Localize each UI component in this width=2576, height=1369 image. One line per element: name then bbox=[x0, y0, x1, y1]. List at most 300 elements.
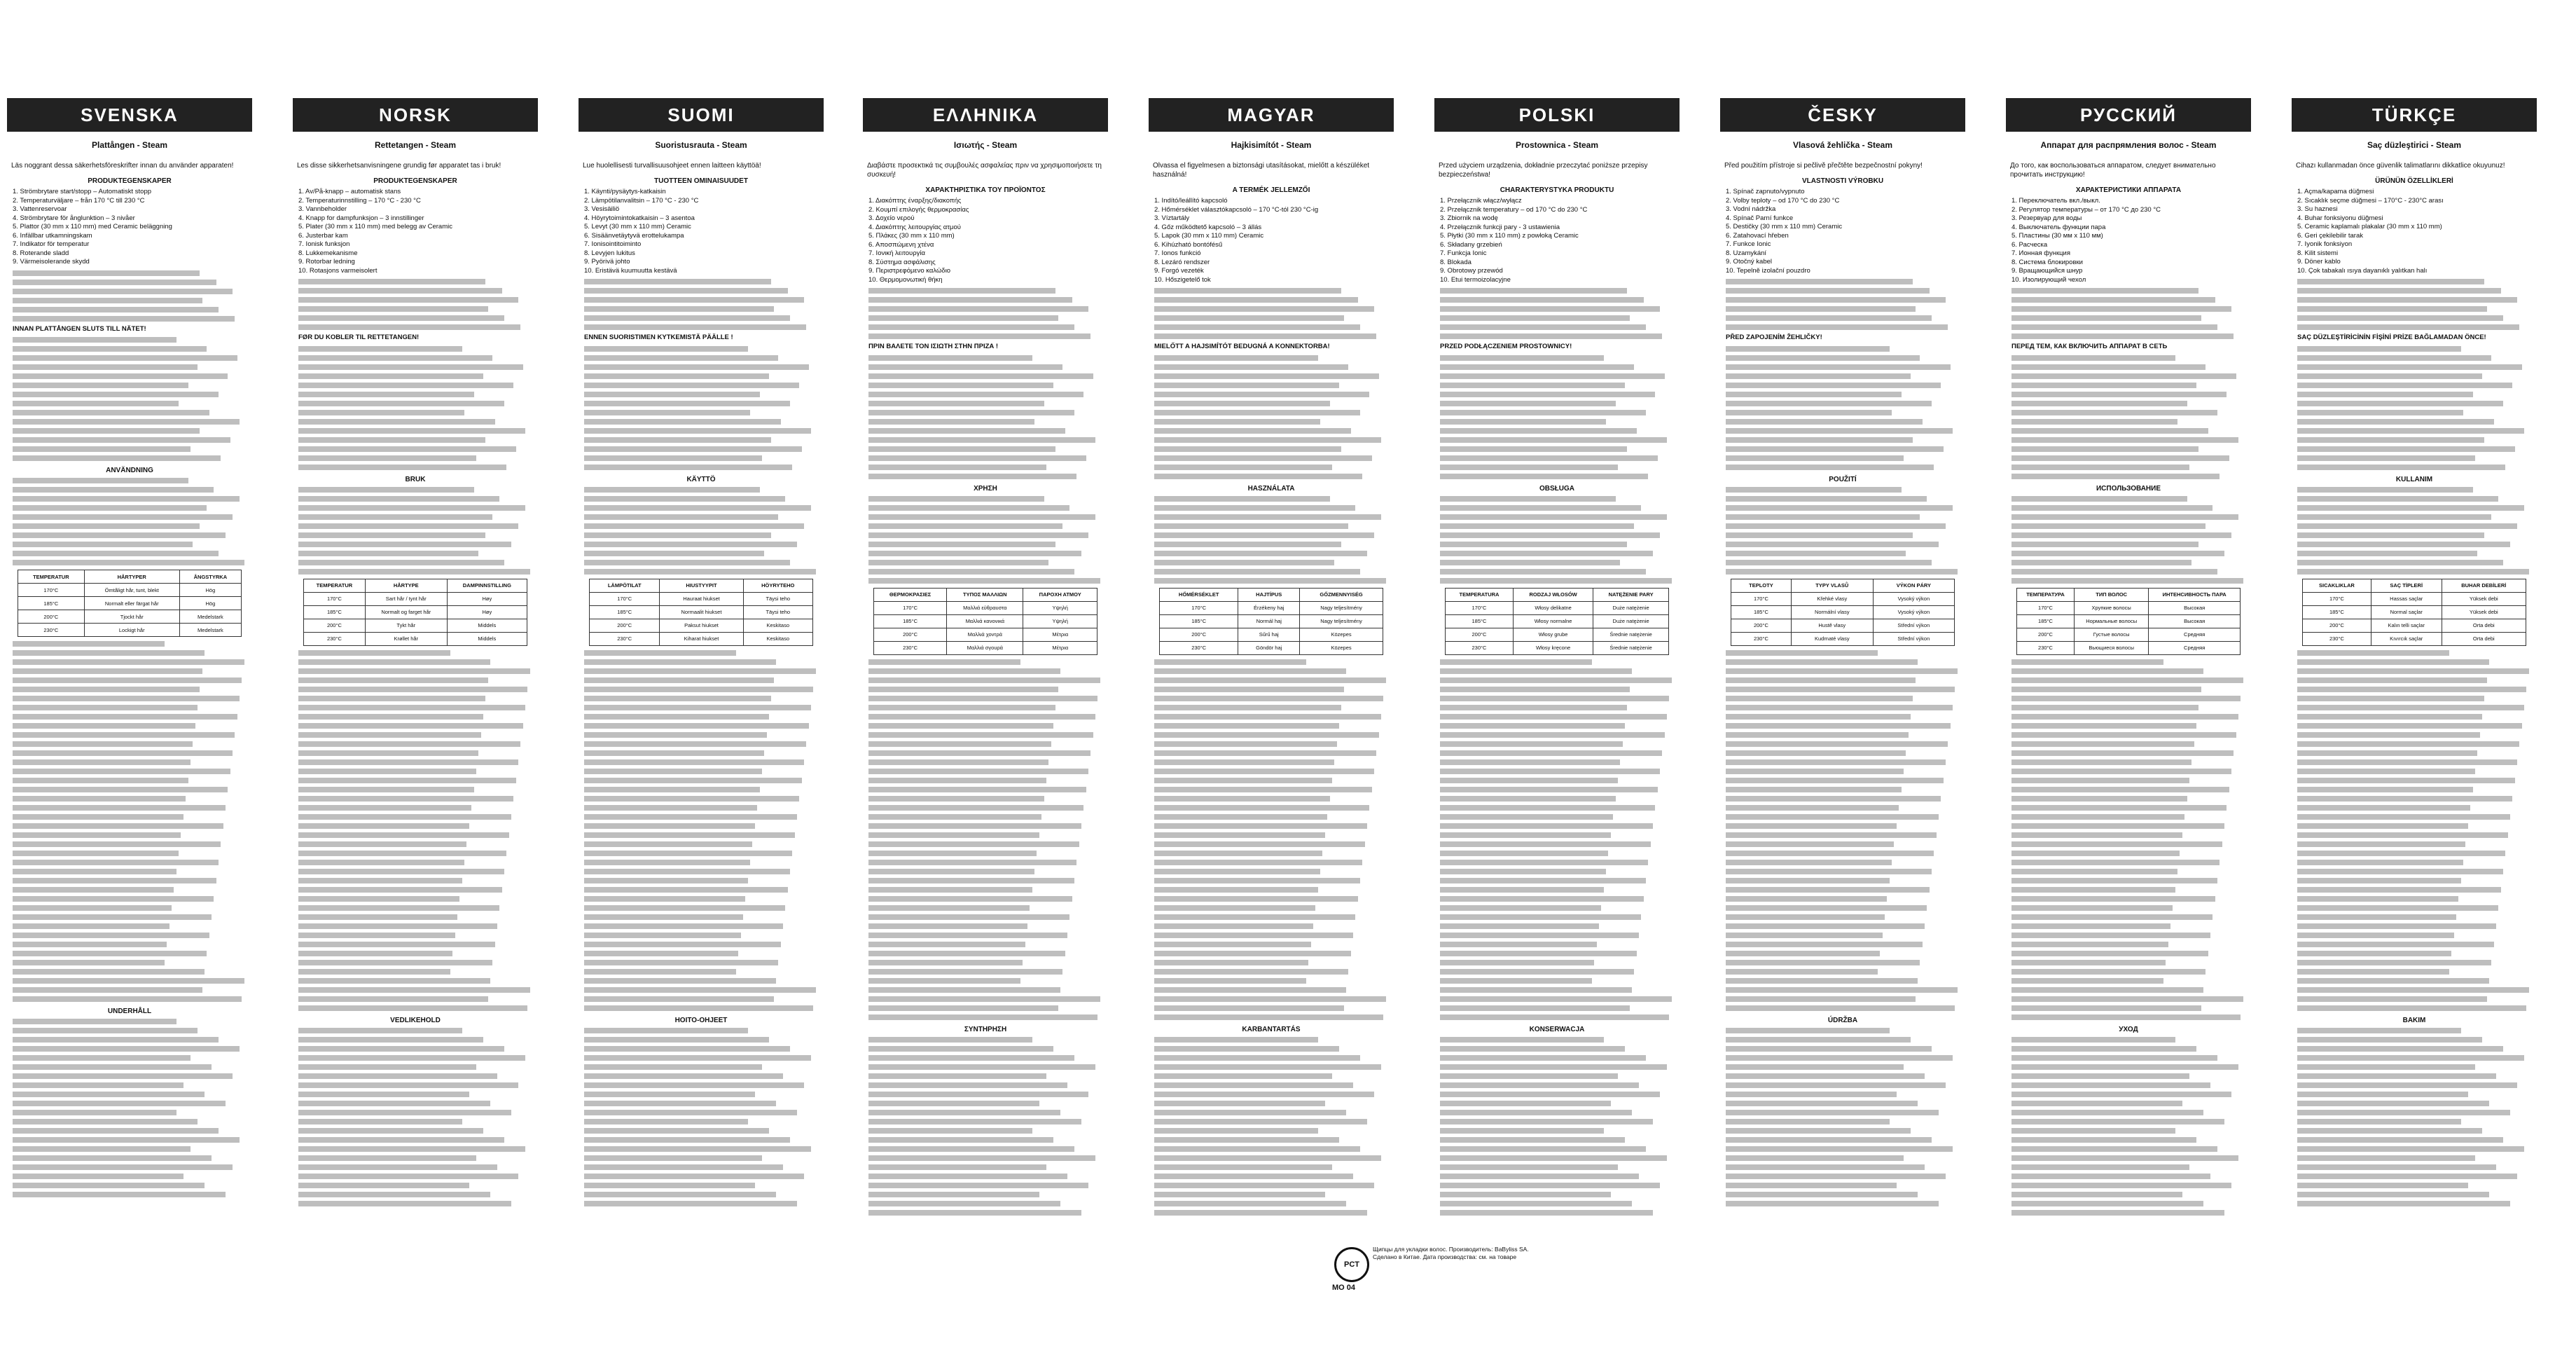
table-cell: Hög bbox=[179, 597, 241, 610]
table-cell: Tjockt hår bbox=[84, 610, 179, 624]
feature-item: 9. Pyörivä johto bbox=[584, 258, 630, 266]
table-cell: Paksut hiukset bbox=[660, 619, 743, 632]
table-row bbox=[304, 632, 527, 645]
table-row bbox=[874, 614, 1097, 628]
text-block bbox=[13, 270, 247, 322]
text-block bbox=[2297, 279, 2531, 330]
table-cell: 230°C bbox=[590, 632, 660, 645]
table-row bbox=[1160, 601, 1383, 614]
table-header: HÖYRYTEHO bbox=[743, 579, 812, 592]
table-cell: 185°C bbox=[1160, 614, 1238, 628]
features-list bbox=[1440, 197, 1674, 284]
table-header: ΠΑΡΟΧΗ ΑΤΜΟΥ bbox=[1023, 588, 1097, 601]
table-cell: 170°C bbox=[874, 601, 947, 614]
feature-item: 8. Levyjen lukitus bbox=[584, 249, 635, 257]
feature-item: 7. Ionos funkció bbox=[1154, 249, 1201, 257]
table-cell: Хрупкие волосы bbox=[2075, 601, 2149, 614]
feature-item: 10. Etui termoizolacyjne bbox=[1440, 275, 1511, 284]
table-row bbox=[304, 592, 527, 605]
table-header: ÅNGSTYRKA bbox=[179, 570, 241, 584]
intro-text: До того, как воспользоваться аппаратом, следует внимательно прочитать инструкцию! bbox=[2010, 162, 2216, 179]
table-cell: Μαλλιά κανονικά bbox=[947, 614, 1023, 628]
warning-heading: INNAN PLATTÅNGEN SLUTS TILL NÄTET! bbox=[13, 324, 146, 333]
feature-item: 7. Ιονική λειτουργία bbox=[868, 249, 925, 257]
text-block bbox=[1440, 355, 1674, 479]
warning-heading: ПЕРЕД ТЕМ, КАК ВКЛЮЧИТЬ АППАРАТ В СЕТЬ bbox=[2011, 343, 2168, 350]
feature-item: 10. Θερμομονωτική θήκη bbox=[868, 275, 943, 284]
feature-item: 3. Vesisäiliö bbox=[584, 205, 620, 213]
feature-item: 4. Gőz működtető kapcsoló – 3 állás bbox=[1154, 223, 1262, 231]
table-row bbox=[18, 584, 242, 597]
text-block bbox=[298, 346, 532, 470]
table-header: SAÇ TİPLERİ bbox=[2371, 579, 2442, 592]
language-header: РУССКИЙ bbox=[2006, 98, 2251, 132]
text-block bbox=[1154, 496, 1388, 584]
warning-heading: PRZED PODŁĄCZENIEM PROSTOWNICY! bbox=[1440, 343, 1572, 350]
table-header: DAMPINNSTILLING bbox=[447, 579, 527, 592]
settings-table bbox=[589, 579, 813, 646]
text-block bbox=[1154, 659, 1388, 1020]
table-row bbox=[1731, 592, 1955, 605]
table-cell: Medelstark bbox=[179, 610, 241, 624]
text-block bbox=[2011, 355, 2245, 479]
table-cell: Высокая bbox=[2149, 601, 2241, 614]
text-block bbox=[13, 478, 247, 565]
table-cell: Μαλλιά εύθραυστα bbox=[947, 601, 1023, 614]
feature-item: 9. Obrotowy przewód bbox=[1440, 267, 1503, 275]
feature-item: 9. Otočný kabel bbox=[1726, 258, 1773, 266]
text-block bbox=[1154, 1037, 1388, 1216]
language-column bbox=[2292, 98, 2537, 1359]
table-row bbox=[2017, 614, 2241, 628]
feature-item: 9. Forgó vezeték bbox=[1154, 267, 1204, 275]
table-row bbox=[1160, 614, 1383, 628]
table-header: HAJTÍPUS bbox=[1238, 588, 1300, 601]
settings-table bbox=[2302, 579, 2526, 646]
table-cell: Middels bbox=[447, 619, 527, 632]
table-cell: Közepes bbox=[1300, 628, 1383, 641]
table-cell: Täysi teho bbox=[743, 592, 812, 605]
table-cell: Normaalit hiukset bbox=[660, 605, 743, 619]
table-header: HŐMÉRSÉKLET bbox=[1160, 588, 1238, 601]
table-header: LÄMPÖTILAT bbox=[590, 579, 660, 592]
table-cell: 200°C bbox=[2303, 619, 2371, 632]
feature-item: 2. Temperaturväljare – från 170 °C till 230 °C bbox=[13, 196, 145, 205]
text-block bbox=[1440, 1037, 1674, 1216]
feature-item: 2. Sıcaklık seçme düğmesi – 170°C - 230°C arası bbox=[2297, 196, 2444, 205]
table-cell: 230°C bbox=[1731, 632, 1792, 645]
feature-item: 5. Plater (30 mm x 110 mm) med belegg av Ceramic bbox=[298, 223, 452, 231]
features-title: A TERMÉK JELLEMZŐI bbox=[1232, 186, 1310, 194]
settings-table bbox=[2016, 588, 2241, 655]
feature-item: 1. Käynti/pysäytys-katkaisin bbox=[584, 188, 666, 195]
feature-item: 3. Víztartály bbox=[1154, 214, 1190, 222]
features-title: PRODUKTEGENSKAPER bbox=[88, 177, 172, 185]
language-column bbox=[2006, 98, 2251, 1359]
features-list bbox=[1154, 197, 1388, 284]
feature-item: 9. Döner kablo bbox=[2297, 258, 2341, 266]
table-cell: Orta debi bbox=[2442, 619, 2526, 632]
features-title: ХАРАКТЕРИСТИКИ АППАРАТА bbox=[2075, 186, 2182, 194]
table-cell: 200°C bbox=[874, 628, 947, 641]
table-cell: 200°C bbox=[18, 610, 85, 624]
text-block bbox=[298, 279, 532, 330]
warning-heading: PŘED ZAPOJENÍM ŽEHLIČKY! bbox=[1726, 333, 1822, 341]
table-row bbox=[1446, 601, 1669, 614]
table-header: TEMPERATURA bbox=[1446, 588, 1514, 601]
table-header: TEPLOTY bbox=[1731, 579, 1792, 592]
features-title: TUOTTEEN OMINAISUUDET bbox=[654, 177, 748, 185]
footer-text: Щипцы для укладки волос. Производитель: BaByliss SA. Сделано в Китае. Дата производства: см. на товаре bbox=[1373, 1246, 1529, 1260]
feature-item: 1. Indító/leállító kapcsoló bbox=[1154, 197, 1228, 205]
use-title: ANVÄNDNING bbox=[106, 467, 153, 474]
table-cell: Střední výkon bbox=[1873, 619, 1954, 632]
text-block bbox=[2297, 650, 2531, 1011]
settings-table bbox=[303, 579, 527, 646]
intro-text: Lue huolellisesti turvallisuusohjeet ennen laitteen käyttöä! bbox=[583, 162, 761, 170]
feature-item: 4. Höyrytoimintokatkaisin – 3 asentoa bbox=[584, 214, 695, 222]
table-row bbox=[874, 628, 1097, 641]
product-subtitle: Ισιωτής - Steam bbox=[953, 140, 1018, 150]
table-cell: Tykt hår bbox=[365, 619, 447, 632]
certification-code: МО 04 bbox=[1332, 1284, 1356, 1292]
settings-table bbox=[18, 570, 242, 637]
feature-item: 2. Κουμπί επιλογής θερμοκρασίας bbox=[868, 205, 969, 214]
language-header: NORSK bbox=[293, 98, 538, 132]
table-cell: Täysi teho bbox=[743, 605, 812, 619]
use-title: BRUK bbox=[405, 475, 426, 483]
feature-item: 4. Spínač Parní funkce bbox=[1726, 214, 1794, 222]
maintenance-title: HOITO-OHJEET bbox=[674, 1016, 728, 1024]
text-block bbox=[584, 346, 818, 470]
feature-item: 5. Lapok (30 mm x 110 mm) Ceramic bbox=[1154, 232, 1264, 240]
text-block bbox=[13, 1019, 247, 1197]
feature-item: 5. Destičky (30 mm x 110 mm) Ceramic bbox=[1726, 223, 1843, 231]
table-cell: Middels bbox=[447, 632, 527, 645]
feature-item: 9. Rotorbar ledning bbox=[298, 258, 355, 266]
table-cell: 200°C bbox=[304, 619, 366, 632]
table-header: GŐZMENNYISÉG bbox=[1300, 588, 1383, 601]
text-block bbox=[13, 641, 247, 1002]
table-cell: Μαλλιά σγουρά bbox=[947, 641, 1023, 654]
table-cell: Υψηλή bbox=[1023, 614, 1097, 628]
table-header: ΘΕΡΜΟΚΡΑΣΙΕΣ bbox=[874, 588, 947, 601]
intro-text: Před použitím přístroje si pečlivě přečtěte bezpečnostní pokyny! bbox=[1724, 162, 1923, 170]
feature-item: 6. Geri çekilebilir tarak bbox=[2297, 231, 2363, 240]
table-cell: Włosy kręcone bbox=[1513, 641, 1593, 654]
feature-item: 6. Infällbar utkamningskam bbox=[13, 231, 92, 240]
table-cell: 230°C bbox=[1160, 641, 1238, 654]
text-block bbox=[1726, 650, 1960, 1011]
language-header: SVENSKA bbox=[7, 98, 252, 132]
feature-item: 8. Lukkemekanisme bbox=[298, 249, 358, 257]
text-block bbox=[1726, 346, 1960, 470]
features-list bbox=[2297, 188, 2531, 275]
table-cell: 200°C bbox=[2017, 628, 2075, 641]
feature-item: 10. Eristävä kuumuutta kestävä bbox=[584, 266, 677, 275]
use-title: OBSŁUGA bbox=[1539, 484, 1574, 493]
language-column bbox=[579, 98, 824, 1359]
table-row bbox=[2017, 641, 2241, 654]
feature-item: 5. Plattor (30 mm x 110 mm) med Ceramic beläggning bbox=[13, 223, 172, 231]
warning-heading: ENNEN SUORISTIMEN KYTKEMISTÄ PÄÄLLE ! bbox=[584, 333, 733, 341]
table-cell: Высокая bbox=[2149, 614, 2241, 628]
table-cell: Orta debi bbox=[2442, 632, 2526, 645]
feature-item: 5. Πλάκες (30 mm x 110 mm) bbox=[868, 232, 955, 240]
text-block bbox=[2011, 1037, 2245, 1216]
feature-item: 7. Indikator för temperatur bbox=[13, 240, 90, 248]
table-row bbox=[2303, 605, 2526, 619]
feature-item: 3. Su haznesi bbox=[2297, 205, 2338, 213]
feature-item: 4. Przełącznik funkcji pary - 3 ustawienia bbox=[1440, 223, 1560, 231]
warning-heading: FØR DU KOBLER TIL RETTETANGEN! bbox=[298, 333, 420, 341]
table-row bbox=[1160, 641, 1383, 654]
feature-item: 5. Пластины (30 мм x 110 мм) bbox=[2011, 232, 2103, 240]
text-block bbox=[868, 496, 1102, 584]
settings-table bbox=[1731, 579, 1955, 646]
table-cell: Sűrű haj bbox=[1238, 628, 1300, 641]
table-cell: Normalt og farget hår bbox=[365, 605, 447, 619]
table-row bbox=[874, 601, 1097, 614]
text-block bbox=[584, 487, 818, 575]
table-cell: 200°C bbox=[1731, 619, 1792, 632]
table-header: ΤΥΠΟΣ ΜΑΛΛΙΩΝ bbox=[947, 588, 1023, 601]
product-subtitle: Аппарат для распрямления волос - Steam bbox=[2040, 140, 2217, 150]
table-cell: Normalt eller färgat hår bbox=[84, 597, 179, 610]
feature-item: 6. Sisäänvetäytyvä erottelukampa bbox=[584, 231, 684, 240]
text-block bbox=[868, 288, 1102, 339]
features-list bbox=[13, 188, 247, 267]
table-cell: 170°C bbox=[2017, 601, 2075, 614]
table-row bbox=[1731, 605, 1955, 619]
maintenance-title: ÚDRŽBA bbox=[1827, 1016, 1858, 1024]
maintenance-title: УХОД bbox=[2119, 1025, 2138, 1033]
warning-heading: SAÇ DÜZLEŞTİRİCİNİN FİŞİNİ PRİZE BAĞLAMADAN ÖNCE! bbox=[2297, 333, 2486, 341]
use-title: ИСПОЛЬЗОВАНИЕ bbox=[2096, 484, 2161, 493]
feature-item: 10. Hőszigetelő tok bbox=[1154, 275, 1211, 284]
maintenance-title: ΣΥΝΤΗΡΗΣΗ bbox=[964, 1025, 1007, 1033]
language-header: MAGYAR bbox=[1149, 98, 1394, 132]
product-subtitle: Hajkisimítót - Steam bbox=[1231, 140, 1312, 150]
text-block bbox=[2011, 659, 2245, 1020]
feature-item: 4. Выключатель функции пара bbox=[2011, 223, 2106, 231]
table-cell: 170°C bbox=[1160, 601, 1238, 614]
language-column bbox=[1720, 98, 1965, 1359]
table-cell: Włosy grube bbox=[1513, 628, 1593, 641]
table-row bbox=[590, 632, 813, 645]
table-cell: 230°C bbox=[1446, 641, 1514, 654]
language-header: SUOMI bbox=[579, 98, 824, 132]
text-block bbox=[2297, 487, 2531, 575]
feature-item: 7. Ионная функция bbox=[2011, 249, 2070, 257]
text-block bbox=[584, 279, 818, 330]
table-cell: Μέτρια bbox=[1023, 628, 1097, 641]
table-cell: Vysoký výkon bbox=[1873, 592, 1954, 605]
text-block bbox=[2297, 1028, 2531, 1206]
table-cell: Μαλλιά χοντρά bbox=[947, 628, 1023, 641]
table-cell: 230°C bbox=[2303, 632, 2371, 645]
feature-item: 8. Blokada bbox=[1440, 258, 1471, 266]
table-cell: 170°C bbox=[18, 584, 85, 597]
feature-item: 5. Ceramic kaplamalı plakalar (30 mm x 110 mm) bbox=[2297, 223, 2442, 231]
feature-item: 10. Çok tabakalı ısıya dayanıklı yalıtkan halı bbox=[2297, 266, 2428, 275]
text-block bbox=[584, 1028, 818, 1206]
table-cell: Вьющиеся волосы bbox=[2075, 641, 2149, 654]
table-row bbox=[590, 619, 813, 632]
intro-text: Olvassa el figyelmesen a biztonsági utasításokat, mielőtt a készüléket használná! bbox=[1153, 162, 1370, 179]
features-title: PRODUKTEGENSKAPER bbox=[373, 177, 457, 185]
table-cell: Густые волосы bbox=[2075, 628, 2149, 641]
table-cell: Keskitaso bbox=[743, 632, 812, 645]
feature-item: 1. Strömbrytare start/stopp – Automatiskt stopp bbox=[13, 188, 152, 195]
text-block bbox=[13, 337, 247, 461]
feature-item: 2. Регулятор температуры – от 170 °C до 230 °C bbox=[2011, 205, 2161, 214]
feature-item: 6. Składany grzebień bbox=[1440, 240, 1502, 249]
language-header: ΕΛΛΗΝΙΚΑ bbox=[863, 98, 1108, 132]
product-subtitle: Plattången - Steam bbox=[91, 140, 168, 150]
table-cell: 230°C bbox=[874, 641, 947, 654]
product-subtitle: Rettetangen - Steam bbox=[374, 140, 457, 150]
language-column bbox=[863, 98, 1108, 1359]
intro-text: Cihazı kullanmadan önce güvenlik talimatlarını dikkatlice okuyunuz! bbox=[2296, 162, 2505, 170]
text-block bbox=[1726, 487, 1960, 575]
table-cell: 170°C bbox=[2303, 592, 2371, 605]
text-block bbox=[2011, 496, 2245, 584]
features-list bbox=[1726, 188, 1960, 275]
feature-item: 8. Система блокировки bbox=[2011, 258, 2083, 266]
settings-table bbox=[873, 588, 1097, 655]
table-header: NATĘŻENIE PARY bbox=[1593, 588, 1669, 601]
features-title: ΧΑΡΑΚΤΗΡΙΣΤΙΚΑ ΤΟΥ ΠΡΟΪΟΝΤΟΣ bbox=[925, 186, 1046, 194]
table-cell: 185°C bbox=[1446, 614, 1514, 628]
feature-item: 3. Vattenreservoar bbox=[13, 205, 67, 213]
feature-item: 9. Περιστρεφόμενο καλώδιο bbox=[868, 267, 951, 275]
feature-item: 8. Kilit sistemi bbox=[2297, 249, 2339, 257]
table-cell: Ömtåligt hår, tunt, blekt bbox=[84, 584, 179, 597]
table-cell: Nagy teljesítmény bbox=[1300, 614, 1383, 628]
maintenance-title: VEDLIKEHOLD bbox=[390, 1016, 441, 1024]
table-row bbox=[2303, 592, 2526, 605]
intro-text: Przed użyciem urządzenia, dokładnie przeczytać poniższe przepisy bezpieczeństwa! bbox=[1439, 162, 1648, 179]
table-cell: Krøllet hår bbox=[365, 632, 447, 645]
table-row bbox=[590, 592, 813, 605]
table-header: VÝKON PÁRY bbox=[1873, 579, 1954, 592]
table-row bbox=[874, 641, 1097, 654]
settings-table bbox=[1445, 588, 1669, 655]
table-cell: Нормальные волосы bbox=[2075, 614, 2149, 628]
features-list bbox=[298, 188, 532, 275]
table-cell: Keskitaso bbox=[743, 619, 812, 632]
feature-item: 3. Vannbeholder bbox=[298, 205, 347, 213]
table-cell: Średnie natężenie bbox=[1593, 628, 1669, 641]
feature-item: 3. Δοχείο νερού bbox=[868, 214, 915, 222]
features-list bbox=[2011, 197, 2245, 284]
features-list bbox=[868, 197, 1102, 284]
use-title: HASZNÁLATA bbox=[1247, 484, 1295, 493]
text-block bbox=[1440, 496, 1674, 584]
features-title: CHARAKTERYSTYKA PRODUKTU bbox=[1500, 186, 1614, 194]
table-row bbox=[2303, 619, 2526, 632]
use-title: KULLANIM bbox=[2395, 475, 2433, 483]
table-cell: Közepes bbox=[1300, 641, 1383, 654]
table-row bbox=[1446, 641, 1669, 654]
use-title: ΧΡΗΣΗ bbox=[974, 484, 997, 493]
feature-item: 8. Roterande sladd bbox=[13, 249, 69, 257]
table-header: BUHAR DEBİLERİ bbox=[2442, 579, 2526, 592]
feature-item: 4. Strömbrytare för ånglunktion – 3 nivåer bbox=[13, 214, 135, 222]
feature-item: 2. Przełącznik temperatury – od 170 °C do 230 °C bbox=[1440, 205, 1588, 214]
language-column bbox=[1434, 98, 1680, 1359]
feature-item: 10. Tepelně izolační pouzdro bbox=[1726, 266, 1810, 275]
feature-item: 1. Переключатель вкл./выкл. bbox=[2011, 197, 2100, 205]
text-block bbox=[868, 659, 1102, 1020]
feature-item: 2. Temperaturinnstilling – 170 °C - 230 °C bbox=[298, 196, 421, 205]
feature-item: 3. Резервуар для воды bbox=[2011, 214, 2082, 222]
table-header: HIUSTYYPIT bbox=[660, 579, 743, 592]
table-cell: Vysoký výkon bbox=[1873, 605, 1954, 619]
feature-item: 2. Hőmérséklet választókapcsoló – 170 °C-tól 230 °C-ig bbox=[1154, 205, 1319, 214]
table-cell: Duże natężenie bbox=[1593, 614, 1669, 628]
feature-item: 2. Lämpötilanvalitsin – 170 °C - 230 °C bbox=[584, 196, 699, 205]
table-cell: Yüksek debi bbox=[2442, 592, 2526, 605]
table-cell: 230°C bbox=[18, 624, 85, 637]
table-header: HÅRTYPER bbox=[84, 570, 179, 584]
features-title: VLASTNOSTI VÝROBKU bbox=[1801, 177, 1884, 185]
text-block bbox=[298, 487, 532, 575]
table-cell: Średnie natężenie bbox=[1593, 641, 1669, 654]
table-cell: Kıvırcık saçlar bbox=[2371, 632, 2442, 645]
table-cell: 185°C bbox=[1731, 605, 1792, 619]
table-cell: Kudrnaté vlasy bbox=[1791, 632, 1873, 645]
feature-item: 7. Ionisointitoiminto bbox=[584, 240, 642, 248]
table-cell: 185°C bbox=[18, 597, 85, 610]
table-cell: Střední výkon bbox=[1873, 632, 1954, 645]
intro-text: Διαβάστε προσεκτικά τις συμβουλές ασφαλείας πριν να χρησιμοποιήσετε τη συσκευή! bbox=[867, 162, 1102, 179]
table-cell: Høy bbox=[447, 605, 527, 619]
table-cell: Μέτρια bbox=[1023, 641, 1097, 654]
feature-item: 10. Rotasjons varmeisolert bbox=[298, 266, 378, 275]
table-header: RODZAJ WŁOSÓW bbox=[1513, 588, 1593, 601]
feature-item: 3. Vodní nádržka bbox=[1726, 205, 1776, 213]
table-cell: Normál haj bbox=[1238, 614, 1300, 628]
text-block bbox=[298, 1028, 532, 1206]
table-header: ТИП ВОЛОС bbox=[2075, 588, 2149, 601]
use-title: KÄYTTÖ bbox=[686, 475, 716, 483]
text-block bbox=[1440, 659, 1674, 1020]
warning-heading: MIELŐTT A HAJSIMÍTÓT BEDUGNÁ A KONNEKTORBA! bbox=[1154, 343, 1330, 350]
table-cell: 185°C bbox=[590, 605, 660, 619]
table-cell: 170°C bbox=[1446, 601, 1514, 614]
table-cell: Hustě vlasy bbox=[1791, 619, 1873, 632]
table-row bbox=[304, 605, 527, 619]
text-block bbox=[1726, 1028, 1960, 1206]
table-cell: Włosy delikatne bbox=[1513, 601, 1593, 614]
feature-item: 4. Διακόπτης λειτουργίας ατμού bbox=[868, 223, 961, 231]
maintenance-title: KARBANTARTÁS bbox=[1242, 1025, 1301, 1033]
table-cell: Høy bbox=[447, 592, 527, 605]
table-cell: Érzékeny haj bbox=[1238, 601, 1300, 614]
table-cell: Hög bbox=[179, 584, 241, 597]
table-cell: 185°C bbox=[2303, 605, 2371, 619]
feature-item: 7. Ionisk funksjon bbox=[298, 240, 350, 248]
maintenance-title: UNDERHÅLL bbox=[107, 1007, 152, 1015]
text-block bbox=[298, 650, 532, 1011]
feature-item: 10. Изолирующий чехол bbox=[2011, 275, 2086, 284]
table-cell: 170°C bbox=[304, 592, 366, 605]
table-row bbox=[1731, 619, 1955, 632]
feature-item: 6. Αποσπώμενη χτένα bbox=[868, 240, 934, 249]
text-block bbox=[1154, 288, 1388, 339]
